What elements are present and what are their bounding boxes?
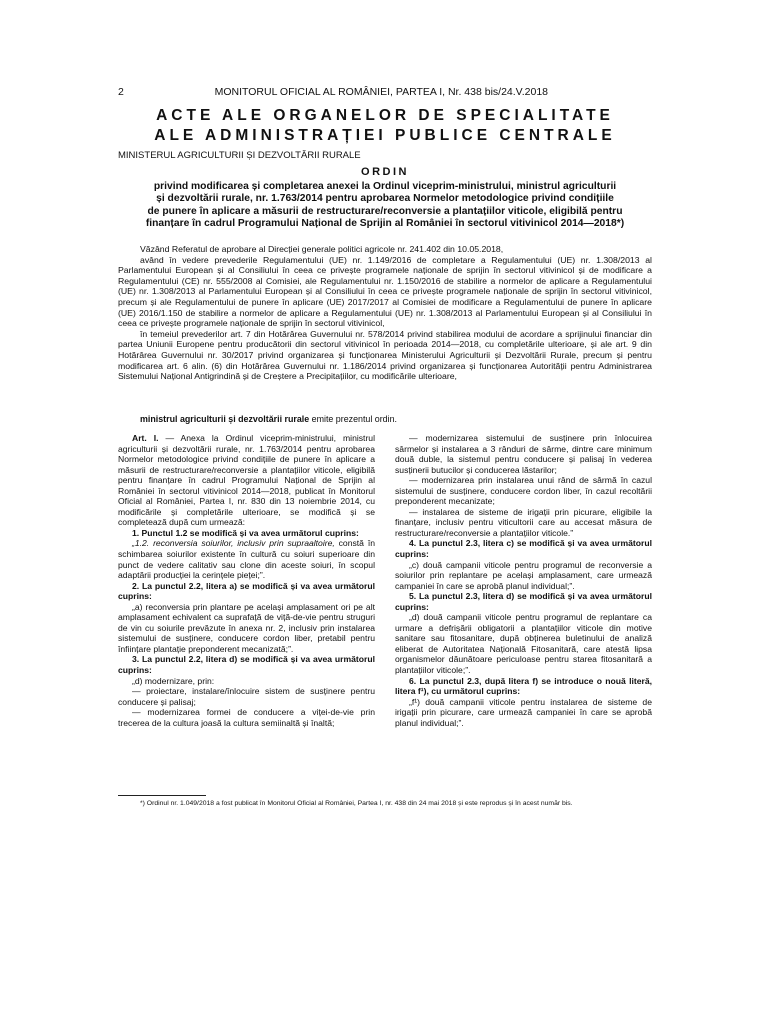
right-column bbox=[395, 433, 652, 728]
point-text: „a) reconversia prin plantare pe același amplasament ori pe alt amplasament echivalent ca suprafață de viță-de-vie pentru struguri de vin cu soiurile prevăzute în anexa nr. 2, inclusiv prin instalarea sistemului de susținere, conducere cordon liber, pretabil pentru înființare plantație preponderent mecanizată;”. bbox=[118, 601, 375, 654]
point-text bbox=[118, 538, 375, 580]
article-label: Art. I. bbox=[132, 433, 159, 443]
point-heading: 6. La punctul 2.3, după litera f) se introduce o nouă literă, litera f¹), cu următorul cuprins: bbox=[395, 675, 652, 697]
point-heading: 4. La punctul 2.3, litera c) se modifică și va avea următorul cuprins: bbox=[395, 538, 652, 560]
point-heading: 2. La punctul 2.2, litera a) se modifică și va avea următorul cuprins: bbox=[118, 580, 375, 602]
section-title-line-2: ALE ADMINISTRAȚIEI PUBLICE CENTRALE bbox=[154, 127, 616, 144]
preamble-paragraph: având în vedere prevederile Regulamentului (UE) nr. 1.149/2016 de completare a Regulamentului (UE) nr. 1.308/2013 al Parlamentului European și al Consiliului în ceea ce privește programele naționale de sprijin în sectorul vitivinicol și de modificare a Regulamentului (CE) nr. 555/2008 al Comisiei, ale Regulamentului nr. 1.150/2016 de stabilire a normelor de aplicare a Regulamentului (UE) nr. 1.308/2013 al Parlamentului European și al Consiliului în ceea ce privește programele naționale de sprijin în sectorul vitivinicol, precum și ale Regulamentului de punere în aplicare (UE) 2017/2017 al Comisiei de modificare a Regulamentului de punere în aplicare (UE) 2016/1.150 de stabilire a normelor de aplicare a Regulamentului (UE) nr. 1.308/2013 al Parlamentului European și al Consiliului în ceea ce privește programele naționale de sprijin în sectorul vitivinicol, bbox=[118, 254, 652, 329]
publication-header: MONITORUL OFICIAL AL ROMÂNIEI, PARTEA I, Nr. 438 bis/24.V.2018 bbox=[214, 86, 548, 98]
point-heading: 1. Punctul 1.2 se modifică și va avea următorul cuprins: bbox=[132, 527, 359, 538]
point-text: „d) modernizare, prin: bbox=[132, 675, 215, 686]
point-heading: 5. La punctul 2.3, litera d) se modifică și va avea următorul cuprins: bbox=[395, 591, 652, 612]
point-text: — proiectare, instalare/înlocuire sistem de susținere pentru conducere și palisaj; bbox=[118, 686, 375, 707]
issuer-name: ministrul agriculturii și dezvoltării rurale bbox=[140, 414, 310, 424]
point-text: — modernizarea sistemului de susținere prin înlocuirea sârmelor și instalarea a 3 rânduri de sârme, dintre care minimum două duble, la sistemul pentru conducere și palisaj în vederea susținerii butucilor și conducerea lăstarilor; bbox=[395, 433, 652, 475]
page-number: 2 bbox=[118, 86, 124, 98]
footnote: *) Ordinul nr. 1.049/2018 a fost publicat în Monitorul Oficial al României, Partea I, nr. 438 din 24 mai 2018 și este reprodus și în acest număr bis. bbox=[140, 800, 573, 807]
order-title-line: privind modificarea și completarea anexei la Ordinul viceprim-ministrului, ministrul agriculturii bbox=[153, 181, 617, 192]
preamble-paragraph: Văzând Referatul de aprobare al Direcției generale politici agricole nr. 241.402 din 10.05.2018, bbox=[140, 244, 504, 254]
issuer-action: emite prezentul ordin. bbox=[309, 414, 397, 424]
issuing-ministry: MINISTERUL AGRICULTURII ȘI DEZVOLTĂRII RURALE bbox=[118, 150, 361, 161]
footnote-divider bbox=[118, 795, 206, 796]
preamble bbox=[118, 244, 652, 382]
point-text: — instalarea de sisteme de irigații prin picurare, eligibile la finanțare, inclusiv pentru viticultorii care au accesat măsura de restructurare/reconversie a plantațiilor viticole.” bbox=[395, 506, 652, 538]
order-title-line: finanțare în cadrul Programului Național de Sprijin al României în sectorul vitivinicol 2014—2018*) bbox=[145, 218, 625, 230]
point-text: — modernizarea prin instalarea unui rând de sârmă în cazul sistemului de susținere, conducere cordon liber, în cazul recoltării preponderent mecanizate; bbox=[395, 475, 652, 507]
article-one bbox=[118, 433, 375, 528]
preamble-paragraph: în temeiul prevederilor art. 7 din Hotărârea Guvernului nr. 578/2014 privind stabilirea modului de acordare a sprijinului financiar din partea Uniunii Europene pentru producătorii din sectorul vitivinicol în perioada 2014—2018, cu completările ulterioare, și ale art. 9 din Hotărârea Guvernului nr. 30/2017 privind organizarea și funcționarea Ministerului Agriculturii și Dezvoltării Rurale, precum și pentru modificarea art. 6 alin. (6) din Hotărârea Guvernului nr. 1.186/2014 privind organizarea și funcționarea Autorității pentru Administrarea Sistemului Național Antigrindină și de Creștere a Precipitațiilor, cu modificările ulterioare, bbox=[118, 328, 652, 382]
article-text: — Anexa la Ordinul viceprim-ministrului, ministrul agriculturii și dezvoltării rurale, nr. 1.763/2014 pentru aprobarea Normelor metodologice privind condițiile de punere în aplicare a măsurii de restructurare/reconversie a plantațiilor viticole, eligibilă pentru finanțare în cadrul Programului Național de Sprijin al României în sectorul vitivinicol 2014—2018, publicat în Monitorul Oficial al României, Partea I, nr. 830 din 13 noiembrie 2014, cu modificările și completările ulterioare, se modifică și se completează după cum urmează: bbox=[118, 433, 375, 528]
order-title-line: de punere în aplicare a măsurii de restructurare/reconversie a plantațiilor viticole, eligibilă pentru bbox=[147, 205, 623, 217]
point-text-body: constă în schimbarea soiurilor existente în cultură cu soiuri superioare din punct de vedere calitativ sau clone din aceste soiuri, în scopul adaptării producției la cerințele pieței;”. bbox=[118, 538, 375, 581]
running-header bbox=[118, 86, 548, 100]
issuing-formula bbox=[140, 414, 397, 424]
point-text: — modernizarea formei de conducere a viței-de-vie prin trecerea de la cultura joasă la cultura semiinaltă și înaltă; bbox=[118, 707, 375, 728]
point-text: „d) două campanii viticole pentru programul de replantare ca urmare a defrișării obligatorii a plantațiilor viticole din motive sanitare sau fitosanitare, după obținerea buletinului de analiză eliberat de Autoritatea Națională Fitosanitară, care atestă lipsa organismelor dăunătoare periculoase pentru starea fitosanitară a plantațiilor viticole;”. bbox=[395, 612, 652, 676]
section-title-line-1: ACTE ALE ORGANELOR DE SPECIALITATE bbox=[156, 107, 614, 124]
order-title bbox=[118, 181, 652, 231]
section-title bbox=[118, 106, 652, 146]
left-column bbox=[118, 433, 375, 728]
order-label: ORDIN bbox=[361, 166, 409, 178]
order-title-line: și dezvoltării rurale, nr. 1.763/2014 pentru aprobarea Normelor metodologice privind condițiile bbox=[156, 193, 614, 205]
point-heading: 3. La punctul 2.2, litera d) se modifică și va avea următorul cuprins: bbox=[118, 654, 375, 676]
point-text-italic: „1.2. reconversia soiurilor, inclusiv prin supraaltoire, bbox=[132, 538, 335, 549]
point-text: „c) două campanii viticole pentru programul de reconversie a soiurilor prin replantare pe același amplasament, care urmează campaniei în care se aprobă planul individual;”. bbox=[395, 559, 652, 591]
point-text: „f¹) două campanii viticole pentru instalarea de sisteme de irigații prin picurare, care urmează campaniei în care se aprobă planul individual;”. bbox=[395, 696, 652, 728]
